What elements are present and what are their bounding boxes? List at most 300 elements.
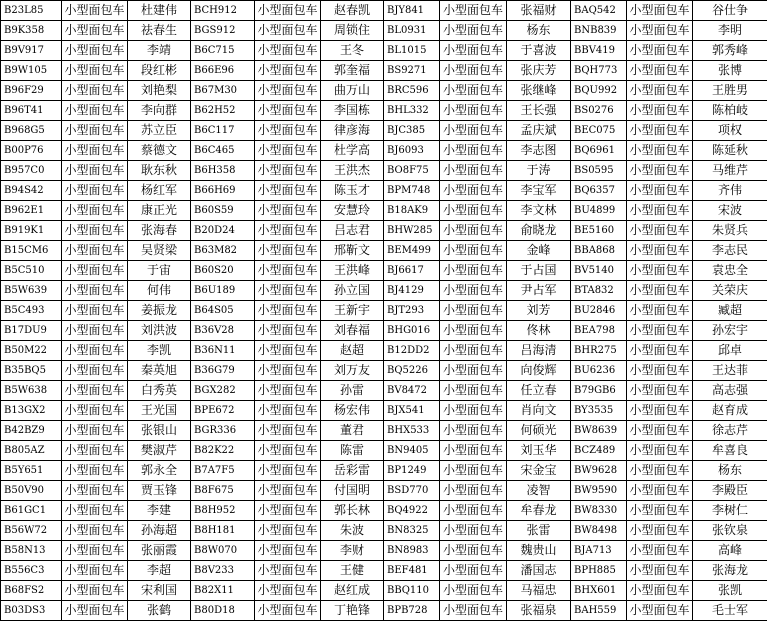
owner-name-cell: 赵春凯 [321,1,384,21]
owner-name-cell: 郭永全 [128,461,191,481]
plate-cell: B957C0 [1,161,62,181]
table-row [1,341,767,361]
owner-name-cell: 郭奎福 [321,61,384,81]
vehicle-type-cell: 小型面包车 [255,581,321,601]
plate-cell: BJT293 [384,301,440,321]
owner-name-cell: 秦英旭 [128,361,191,381]
vehicle-type-cell: 小型面包车 [255,161,321,181]
plate-cell: BS0276 [571,101,627,121]
owner-name-cell: 张钦泉 [693,521,767,541]
plate-cell: B66H69 [191,181,255,201]
vehicle-type-cell: 小型面包车 [62,461,128,481]
vehicle-type-cell: 小型面包车 [440,181,507,201]
vehicle-type-cell: 小型面包车 [627,441,693,461]
plate-cell: B50M22 [1,341,62,361]
owner-name-cell: 马福忠 [507,581,571,601]
owner-name-cell: 陈延秋 [693,141,767,161]
owner-name-cell: 马维芹 [693,161,767,181]
plate-cell: B82K22 [191,441,255,461]
vehicle-type-cell: 小型面包车 [440,421,507,441]
vehicle-type-cell: 小型面包车 [440,141,507,161]
owner-name-cell: 郭秀峰 [693,41,767,61]
owner-name-cell: 王冬 [321,41,384,61]
vehicle-type-cell: 小型面包车 [255,341,321,361]
table-row [1,461,767,481]
plate-cell: B9K358 [1,21,62,41]
vehicle-type-cell: 小型面包车 [627,301,693,321]
owner-name-cell: 朱贤兵 [693,221,767,241]
plate-cell: B36N11 [191,341,255,361]
owner-name-cell: 于占国 [507,261,571,281]
plate-cell: B61GC1 [1,501,62,521]
owner-name-cell: 何伟 [128,281,191,301]
table-row [1,221,767,241]
plate-cell: BJ4129 [384,281,440,301]
owner-name-cell: 杨宏伟 [321,401,384,421]
table-row [1,181,767,201]
table-row [1,141,767,161]
plate-cell: BNB839 [571,21,627,41]
vehicle-type-cell: 小型面包车 [440,101,507,121]
plate-cell: B6H358 [191,161,255,181]
table-row [1,301,767,321]
table-row [1,401,767,421]
vehicle-type-cell: 小型面包车 [440,361,507,381]
plate-cell: B6C117 [191,121,255,141]
owner-name-cell: 宋金宝 [507,461,571,481]
plate-cell: B968G5 [1,121,62,141]
plate-cell: BGX282 [191,381,255,401]
vehicle-type-cell: 小型面包车 [440,1,507,21]
owner-name-cell: 臧超 [693,301,767,321]
plate-cell: B805AZ [1,441,62,461]
plate-cell: B00P76 [1,141,62,161]
plate-cell: B79GB6 [571,381,627,401]
vehicle-type-cell: 小型面包车 [627,361,693,381]
table-row [1,21,767,41]
vehicle-type-cell: 小型面包车 [440,341,507,361]
plate-cell: B8H181 [191,521,255,541]
owner-name-cell: 李凯 [128,341,191,361]
vehicle-type-cell: 小型面包车 [255,141,321,161]
plate-cell: B67M30 [191,81,255,101]
owner-name-cell: 齐伟 [693,181,767,201]
vehicle-type-cell: 小型面包车 [440,221,507,241]
owner-name-cell: 贾玉锋 [128,481,191,501]
vehicle-type-cell: 小型面包车 [255,201,321,221]
vehicle-type-cell: 小型面包车 [255,441,321,461]
vehicle-type-cell: 小型面包车 [255,421,321,441]
vehicle-type-cell: 小型面包车 [627,261,693,281]
owner-name-cell: 王长强 [507,101,571,121]
vehicle-type-cell: 小型面包车 [440,481,507,501]
plate-cell: BU2846 [571,301,627,321]
vehicle-type-cell: 小型面包车 [627,101,693,121]
vehicle-type-cell: 小型面包车 [627,181,693,201]
owner-name-cell: 凌智 [507,481,571,501]
vehicle-type-cell: 小型面包车 [627,481,693,501]
vehicle-type-cell: 小型面包车 [627,41,693,61]
owner-name-cell: 魏贵山 [507,541,571,561]
plate-cell: B42BZ9 [1,421,62,441]
owner-name-cell: 董君 [321,421,384,441]
plate-cell: B62H52 [191,101,255,121]
table-row [1,521,767,541]
owner-name-cell: 张凯 [693,581,767,601]
table-row [1,241,767,261]
plate-cell: BEA798 [571,321,627,341]
plate-cell: BP1249 [384,461,440,481]
vehicle-type-cell: 小型面包车 [627,281,693,301]
vehicle-type-cell: 小型面包车 [62,501,128,521]
table-row [1,81,767,101]
owner-name-cell: 张福财 [507,1,571,21]
plate-cell: B6U189 [191,281,255,301]
owner-name-cell: 王新宇 [321,301,384,321]
owner-name-cell: 关荣庆 [693,281,767,301]
owner-name-cell: 王洪杰 [321,161,384,181]
plate-cell: BCZ489 [571,441,627,461]
owner-name-cell: 于涛 [507,161,571,181]
vehicle-type-cell: 小型面包车 [255,401,321,421]
owner-name-cell: 岳彩雷 [321,461,384,481]
plate-cell: BHW285 [384,221,440,241]
owner-name-cell: 刘芳 [507,301,571,321]
plate-cell: B5W638 [1,381,62,401]
vehicle-type-cell: 小型面包车 [440,461,507,481]
vehicle-type-cell: 小型面包车 [62,261,128,281]
owner-name-cell: 丁艳锋 [321,601,384,621]
owner-name-cell: 杜学高 [321,141,384,161]
plate-cell: B5Y651 [1,461,62,481]
vehicle-type-cell: 小型面包车 [440,261,507,281]
plate-cell: B8W070 [191,541,255,561]
plate-cell: B13GX2 [1,401,62,421]
owner-name-cell: 祛春生 [128,21,191,41]
table-row [1,441,767,461]
owner-name-cell: 张庆芳 [507,61,571,81]
vehicle-type-cell: 小型面包车 [62,81,128,101]
plate-cell: BO8F75 [384,161,440,181]
vehicle-type-cell: 小型面包车 [627,241,693,261]
owner-name-cell: 邢靳文 [321,241,384,261]
table-row [1,321,767,341]
vehicle-type-cell: 小型面包车 [440,301,507,321]
owner-name-cell: 陈雷 [321,441,384,461]
vehicle-type-cell: 小型面包车 [255,181,321,201]
plate-cell: B50V90 [1,481,62,501]
plate-cell: BPM748 [384,181,440,201]
vehicle-type-cell: 小型面包车 [255,301,321,321]
owner-name-cell: 孟庆斌 [507,121,571,141]
plate-cell: BJX541 [384,401,440,421]
owner-name-cell: 孙海超 [128,521,191,541]
owner-name-cell: 陈柏岐 [693,101,767,121]
plate-cell: BN8325 [384,521,440,541]
vehicle-type-cell: 小型面包车 [627,221,693,241]
owner-name-cell: 朱波 [321,521,384,541]
owner-name-cell: 李志民 [693,241,767,261]
owner-name-cell: 李明 [693,21,767,41]
vehicle-type-cell: 小型面包车 [440,241,507,261]
owner-name-cell: 吕志君 [321,221,384,241]
plate-cell: BHR275 [571,341,627,361]
plate-cell: B80D18 [191,601,255,621]
owner-name-cell: 宋波 [693,201,767,221]
owner-name-cell: 张博 [693,61,767,81]
vehicle-type-cell: 小型面包车 [62,21,128,41]
owner-name-cell: 李靖 [128,41,191,61]
plate-cell: BCH912 [191,1,255,21]
owner-name-cell: 张海龙 [693,561,767,581]
owner-name-cell: 律彦海 [321,121,384,141]
plate-cell: B7A7F5 [191,461,255,481]
vehicle-type-cell: 小型面包车 [627,461,693,481]
owner-name-cell: 邱卓 [693,341,767,361]
owner-name-cell: 苏立臣 [128,121,191,141]
plate-cell: B82X11 [191,581,255,601]
owner-name-cell: 康正光 [128,201,191,221]
owner-name-cell: 孙宏宇 [693,321,767,341]
owner-name-cell: 俞晓龙 [507,221,571,241]
owner-name-cell: 孙雷 [321,381,384,401]
plate-cell: BW8498 [571,521,627,541]
vehicle-type-cell: 小型面包车 [440,21,507,41]
owner-name-cell: 李国栋 [321,101,384,121]
vehicle-type-cell: 小型面包车 [62,441,128,461]
vehicle-type-cell: 小型面包车 [62,181,128,201]
table-row [1,61,767,81]
plate-cell: B66E96 [191,61,255,81]
table-body [1,1,767,621]
vehicle-type-cell: 小型面包车 [627,141,693,161]
plate-cell: BQ5226 [384,361,440,381]
owner-name-cell: 李文林 [507,201,571,221]
plate-cell: BW9590 [571,481,627,501]
vehicle-type-cell: 小型面包车 [62,321,128,341]
owner-name-cell: 李向群 [128,101,191,121]
plate-cell: BRC596 [384,81,440,101]
owner-name-cell: 李树仁 [693,501,767,521]
vehicle-type-cell: 小型面包车 [255,41,321,61]
vehicle-type-cell: 小型面包车 [62,141,128,161]
owner-name-cell: 项权 [693,121,767,141]
vehicle-type-cell: 小型面包车 [62,381,128,401]
vehicle-type-cell: 小型面包车 [255,361,321,381]
plate-cell: B68FS2 [1,581,62,601]
plate-cell: BJA713 [571,541,627,561]
vehicle-type-cell: 小型面包车 [440,121,507,141]
vehicle-type-cell: 小型面包车 [62,521,128,541]
plate-cell: B36V28 [191,321,255,341]
plate-cell: BBQ110 [384,581,440,601]
plate-cell: B60S20 [191,261,255,281]
plate-cell: B63M82 [191,241,255,261]
owner-name-cell: 李殿臣 [693,481,767,501]
table-row [1,581,767,601]
plate-cell: BL1015 [384,41,440,61]
plate-cell: BAQ542 [571,1,627,21]
table-row [1,101,767,121]
owner-name-cell: 张继峰 [507,81,571,101]
plate-cell: B8H952 [191,501,255,521]
owner-name-cell: 孙立国 [321,281,384,301]
table-row [1,361,767,381]
plate-cell: BV5140 [571,261,627,281]
owner-name-cell: 金峰 [507,241,571,261]
owner-name-cell: 王洪峰 [321,261,384,281]
plate-cell: BHG016 [384,321,440,341]
plate-cell: B56W72 [1,521,62,541]
plate-cell: B9W105 [1,61,62,81]
vehicle-type-cell: 小型面包车 [62,421,128,441]
vehicle-type-cell: 小型面包车 [62,401,128,421]
vehicle-type-cell: 小型面包车 [62,241,128,261]
vehicle-type-cell: 小型面包车 [255,601,321,621]
plate-cell: BS9271 [384,61,440,81]
vehicle-type-cell: 小型面包车 [62,121,128,141]
vehicle-type-cell: 小型面包车 [440,41,507,61]
vehicle-type-cell: 小型面包车 [440,381,507,401]
table-row [1,421,767,441]
vehicle-type-cell: 小型面包车 [62,101,128,121]
vehicle-type-cell: 小型面包车 [255,101,321,121]
vehicle-type-cell: 小型面包车 [255,81,321,101]
owner-name-cell: 王健 [321,561,384,581]
owner-name-cell: 刘万友 [321,361,384,381]
owner-name-cell: 张福泉 [507,601,571,621]
plate-cell: B5C510 [1,261,62,281]
plate-cell: BQ6357 [571,181,627,201]
vehicle-type-cell: 小型面包车 [255,281,321,301]
table-row [1,501,767,521]
vehicle-type-cell: 小型面包车 [440,601,507,621]
owner-name-cell: 赵红成 [321,581,384,601]
plate-cell: B12DD2 [384,341,440,361]
vehicle-type-cell: 小型面包车 [62,361,128,381]
vehicle-type-cell: 小型面包车 [62,561,128,581]
table-row [1,481,767,501]
owner-name-cell: 宋利国 [128,581,191,601]
vehicle-type-cell: 小型面包车 [255,461,321,481]
owner-name-cell: 付国明 [321,481,384,501]
vehicle-type-cell: 小型面包车 [255,321,321,341]
owner-name-cell: 郭长林 [321,501,384,521]
owner-name-cell: 周锁住 [321,21,384,41]
plate-cell: BW8330 [571,501,627,521]
owner-name-cell: 安慧玲 [321,201,384,221]
plate-cell: BN8983 [384,541,440,561]
vehicle-type-cell: 小型面包车 [440,201,507,221]
owner-name-cell: 刘洪波 [128,321,191,341]
owner-name-cell: 姜振龙 [128,301,191,321]
plate-cell: BEC075 [571,121,627,141]
owner-name-cell: 吴贤梁 [128,241,191,261]
vehicle-type-cell: 小型面包车 [440,401,507,421]
plate-cell: B6C465 [191,141,255,161]
table-row [1,41,767,61]
owner-name-cell: 于宙 [128,261,191,281]
vehicle-type-cell: 小型面包车 [62,341,128,361]
plate-cell: B35BQ5 [1,361,62,381]
vehicle-type-cell: 小型面包车 [627,121,693,141]
vehicle-type-cell: 小型面包车 [255,21,321,41]
plate-cell: B58N13 [1,541,62,561]
plate-cell: B8V233 [191,561,255,581]
vehicle-type-cell: 小型面包车 [440,281,507,301]
vehicle-type-cell: 小型面包车 [62,541,128,561]
plate-cell: B919K1 [1,221,62,241]
vehicle-type-cell: 小型面包车 [627,521,693,541]
plate-cell: BQ4922 [384,501,440,521]
owner-name-cell: 张鹤 [128,601,191,621]
plate-cell: B60S59 [191,201,255,221]
plate-cell: BW9628 [571,461,627,481]
vehicle-type-cell: 小型面包车 [440,541,507,561]
plate-cell: B962E1 [1,201,62,221]
vehicle-type-cell: 小型面包车 [62,601,128,621]
owner-name-cell: 高峰 [693,541,767,561]
plate-cell: BGR336 [191,421,255,441]
vehicle-type-cell: 小型面包车 [627,561,693,581]
vehicle-type-cell: 小型面包车 [255,381,321,401]
plate-cell: BHL332 [384,101,440,121]
owner-name-cell: 张丽霞 [128,541,191,561]
owner-name-cell: 张银山 [128,421,191,441]
owner-name-cell: 杨东 [507,21,571,41]
table-row [1,161,767,181]
vehicle-type-cell: 小型面包车 [255,541,321,561]
owner-name-cell: 杨红军 [128,181,191,201]
vehicle-type-cell: 小型面包车 [62,161,128,181]
plate-cell: B96T41 [1,101,62,121]
owner-name-cell: 潘国志 [507,561,571,581]
plate-cell: BV8472 [384,381,440,401]
plate-cell: BSD770 [384,481,440,501]
owner-name-cell: 张雷 [507,521,571,541]
plate-cell: B20D24 [191,221,255,241]
owner-name-cell: 李财 [321,541,384,561]
owner-name-cell: 李志图 [507,141,571,161]
vehicle-type-cell: 小型面包车 [440,441,507,461]
plate-cell: BBA868 [571,241,627,261]
vehicle-type-cell: 小型面包车 [627,341,693,361]
table-row [1,1,767,21]
vehicle-type-cell: 小型面包车 [627,61,693,81]
plate-cell: BJ6617 [384,261,440,281]
plate-cell: BN9405 [384,441,440,461]
plate-cell: BY3535 [571,401,627,421]
vehicle-type-cell: 小型面包车 [440,501,507,521]
vehicle-type-cell: 小型面包车 [255,241,321,261]
owner-name-cell: 于喜波 [507,41,571,61]
vehicle-type-cell: 小型面包车 [255,501,321,521]
table-row [1,541,767,561]
vehicle-type-cell: 小型面包车 [627,501,693,521]
vehicle-type-cell: 小型面包车 [440,61,507,81]
owner-name-cell: 牟春龙 [507,501,571,521]
plate-cell: B03DS3 [1,601,62,621]
owner-name-cell: 王达菲 [693,361,767,381]
plate-cell: BHX533 [384,421,440,441]
vehicle-type-cell: 小型面包车 [627,81,693,101]
plate-cell: BQ6961 [571,141,627,161]
owner-name-cell: 耿东秋 [128,161,191,181]
plate-cell: B9V917 [1,41,62,61]
vehicle-type-cell: 小型面包车 [62,221,128,241]
vehicle-type-cell: 小型面包车 [255,561,321,581]
table-row [1,281,767,301]
